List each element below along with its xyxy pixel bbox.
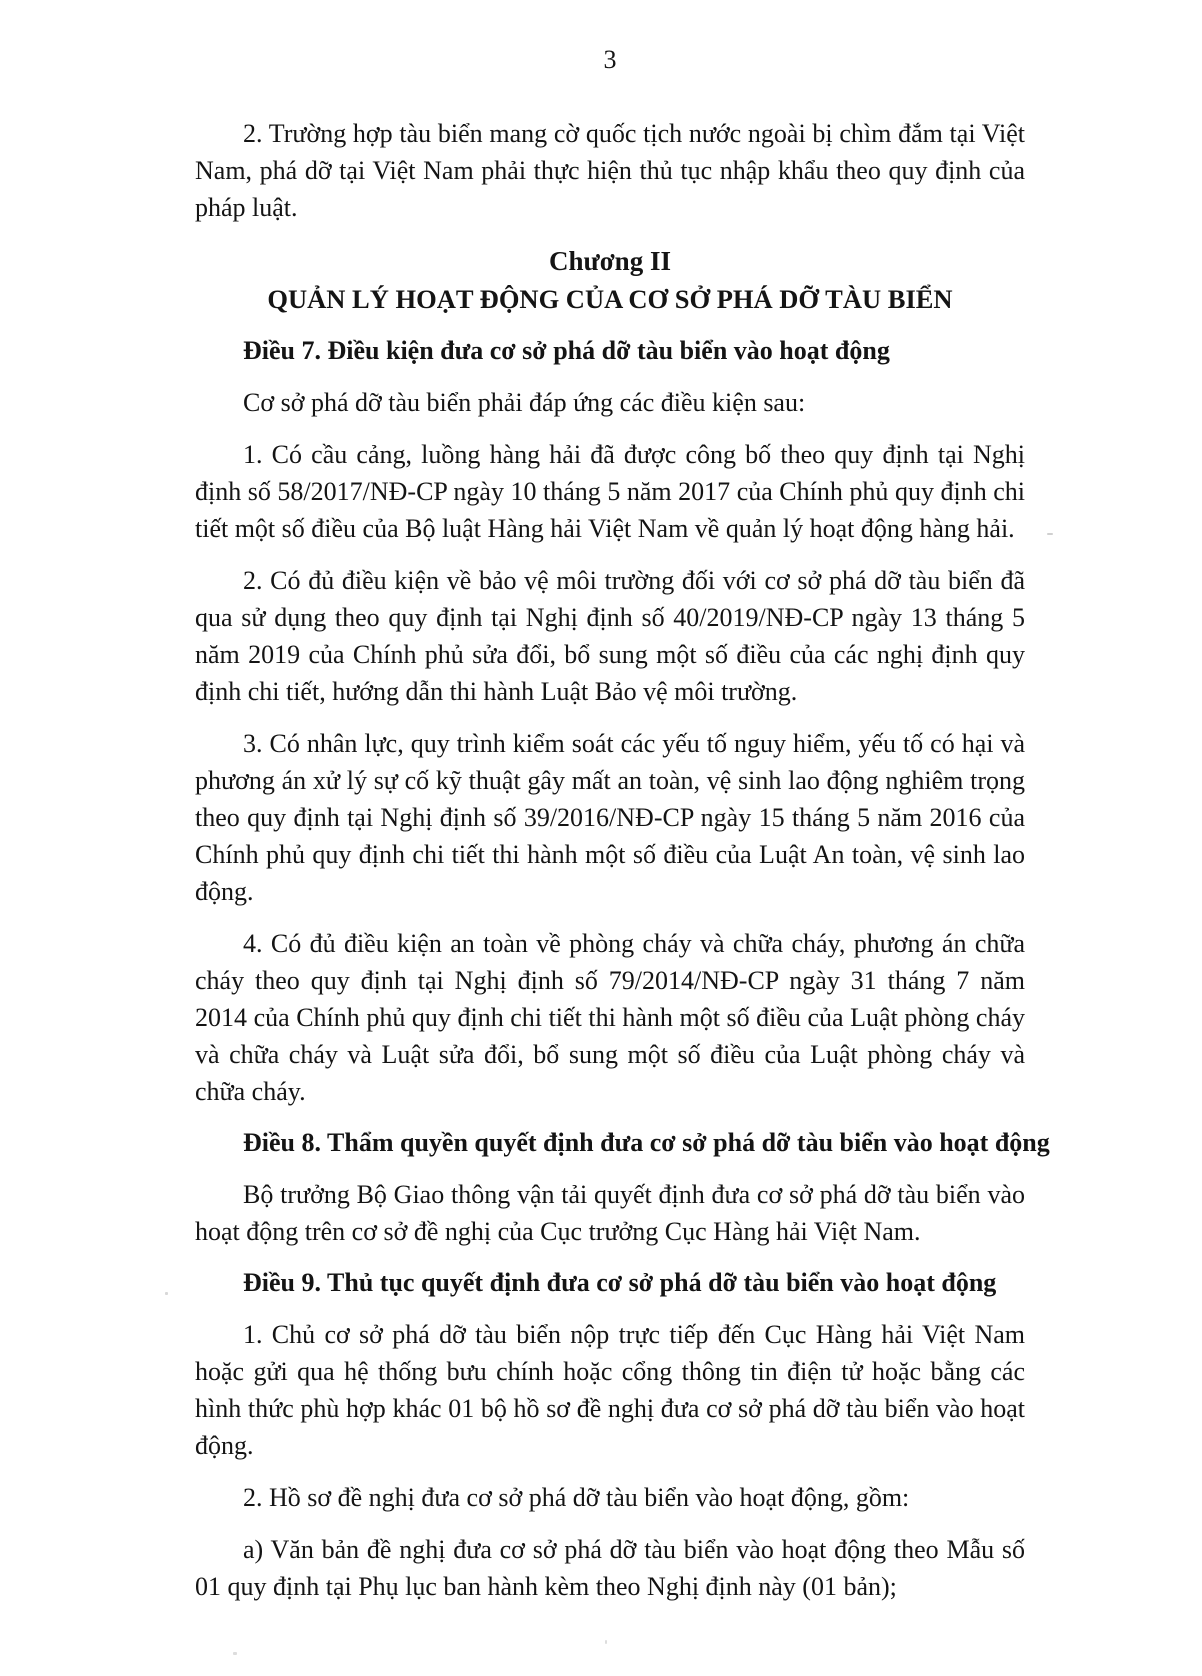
- article-7-intro: Cơ sở phá dỡ tàu biển phải đáp ứng các điều kiện sau:: [243, 388, 806, 417]
- article-9-heading: Điều 9. Thủ tục quyết định đưa cơ sở phá dỡ tàu biển vào hoạt động: [243, 1268, 997, 1297]
- article-9-clause-2-point-a: a) Văn bản đề nghị đưa cơ sở phá dỡ tàu biển vào hoạt động theo Mẫu số 01 quy định tại Phụ lục ban hành kèm theo Nghị định này (01 bản);: [195, 1535, 1025, 1601]
- article-7-clause-1: 1. Có cầu cảng, luồng hàng hải đã được công bố theo quy định tại Nghị định số 58/2017/NĐ-CP ngày 10 tháng 5 năm 2017 của Chính phủ quy định chi tiết một số điều của Bộ luật Hàng hải Việt Nam về quản lý hoạt động hàng hải.: [195, 440, 1025, 543]
- chapter-header: [195, 243, 1025, 318]
- article-7-clause-4: 4. Có đủ điều kiện an toàn về phòng cháy và chữa cháy, phương án chữa cháy theo quy định tại Nghị định số 79/2014/NĐ-CP ngày 31 tháng 7 năm 2014 của Chính phủ quy định chi tiết thi hành một số điều của Luật phòng cháy và chữa cháy và Luật sửa đổi, bổ sung một số điều của Luật phòng cháy và chữa cháy.: [195, 929, 1025, 1106]
- scan-speck: [165, 1292, 168, 1295]
- paragraph-prev-article-clause-2: 2. Trường hợp tàu biển mang cờ quốc tịch nước ngoài bị chìm đắm tại Việt Nam, phá dỡ tại Việt Nam phải thực hiện thủ tục nhập khẩu theo quy định của pháp luật.: [195, 119, 1025, 222]
- chapter-title: QUẢN LÝ HOẠT ĐỘNG CỦA CƠ SỞ PHÁ DỠ TÀU BIỂN: [267, 284, 953, 314]
- article-7-clause-3: 3. Có nhân lực, quy trình kiểm soát các yếu tố nguy hiểm, yếu tố có hại và phương án xử lý sự cố kỹ thuật gây mất an toàn, vệ sinh lao động nghiêm trọng theo quy định tại Nghị định số 39/2016/NĐ-CP ngày 15 tháng 5 năm 2016 của Chính phủ quy định chi tiết thi hành một số điều của Luật An toàn, vệ sinh lao động.: [195, 729, 1025, 906]
- article-9-clause-1: 1. Chủ cơ sở phá dỡ tàu biển nộp trực tiếp đến Cục Hàng hải Việt Nam hoặc gửi qua hệ thống bưu chính hoặc cổng thông tin điện tử hoặc bằng các hình thức phù hợp khác 01 bộ hồ sơ đề nghị đưa cơ sở phá dỡ tàu biển vào hoạt động.: [195, 1320, 1025, 1460]
- article-8-heading: Điều 8. Thẩm quyền quyết định đưa cơ sở phá dỡ tàu biển vào hoạt động: [243, 1128, 1050, 1157]
- chapter-label: Chương II: [549, 246, 671, 276]
- page-number: 3: [603, 45, 617, 74]
- article-7-clause-2: 2. Có đủ điều kiện về bảo vệ môi trường đối với cơ sở phá dỡ tàu biển đã qua sử dụng theo quy định tại Nghị định số 40/2019/NĐ-CP ngày 13 tháng 5 năm 2019 của Chính phủ sửa đổi, bổ sung một số điều của các nghị định quy định chi tiết, hướng dẫn thi hành Luật Bảo vệ môi trường.: [195, 566, 1025, 706]
- article-8-body: Bộ trưởng Bộ Giao thông vận tải quyết định đưa cơ sở phá dỡ tàu biển vào hoạt động trên cơ sở đề nghị của Cục trưởng Cục Hàng hải Việt Nam.: [195, 1180, 1025, 1246]
- document-content: [195, 115, 1050, 1605]
- scan-speck: [605, 1640, 607, 1644]
- scan-speck: [233, 1652, 237, 1655]
- article-7-heading: Điều 7. Điều kiện đưa cơ sở phá dỡ tàu biển vào hoạt động: [243, 336, 890, 365]
- article-9-clause-2: 2. Hồ sơ đề nghị đưa cơ sở phá dỡ tàu biển vào hoạt động, gồm:: [243, 1483, 910, 1512]
- scan-speck: [1047, 533, 1053, 535]
